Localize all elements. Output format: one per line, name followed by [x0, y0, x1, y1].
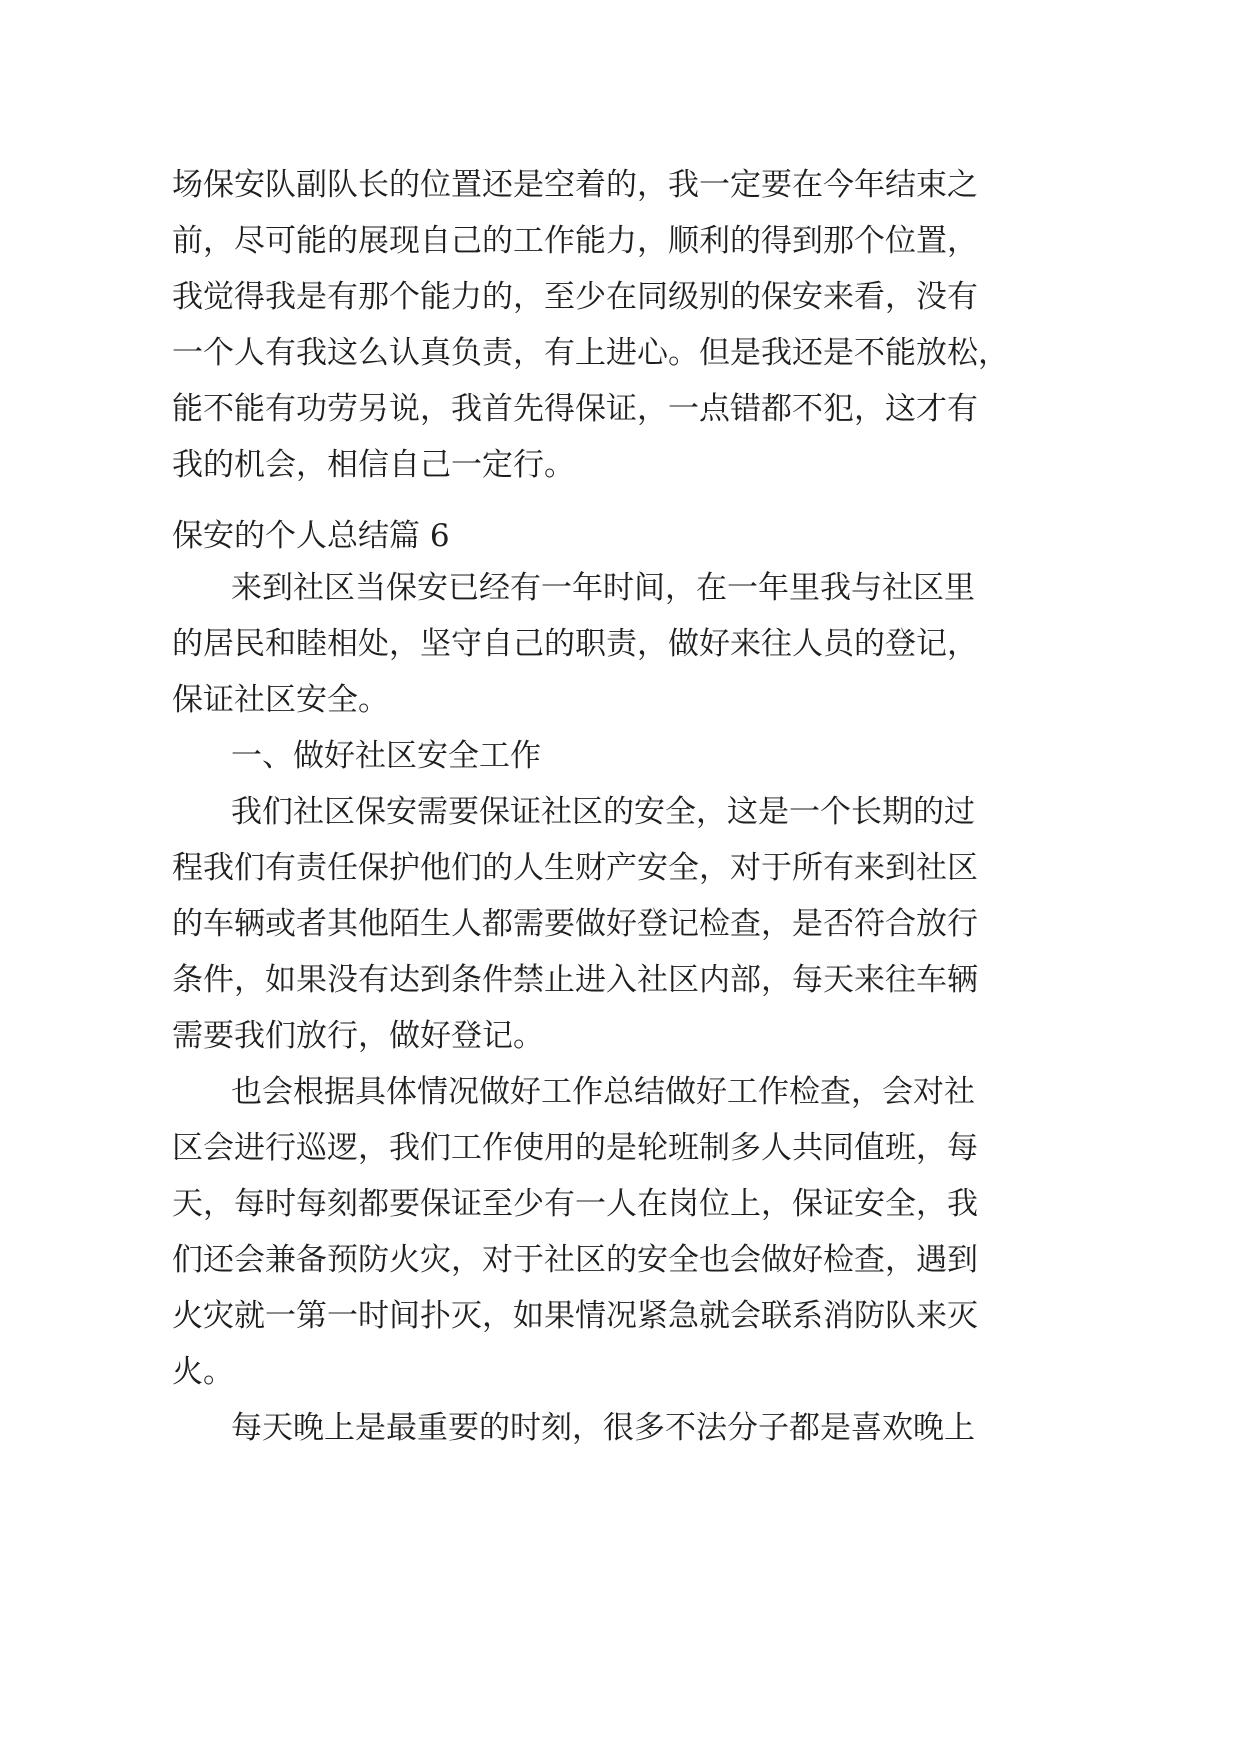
- text-line: 每天晚上是最重要的时刻，很多不法分子都是喜欢晚上: [231, 1410, 975, 1446]
- text-line: 我们社区保安需要保证社区的安全，这是一个长期的过: [231, 794, 975, 830]
- text-line: 需要我们放行，做好登记。: [172, 1018, 544, 1054]
- text-line: 我的机会，相信自己一定行。: [172, 447, 575, 483]
- section-title: 保安的个人总结篇 6: [172, 518, 450, 554]
- text-line: 条件，如果没有达到条件禁止进入社区内部，每天来往车辆: [172, 962, 978, 998]
- text-line: 保证社区安全。: [172, 682, 389, 718]
- text-line: 前，尽可能的展现自己的工作能力，顺利的得到那个位置，: [172, 223, 978, 259]
- text-line: 一个人有我这么认真负责，有上进心。但是我还是不能放松，: [172, 335, 1009, 371]
- text-line: 们还会兼备预防火灾，对于社区的安全也会做好检查，遇到: [172, 1242, 978, 1278]
- text-line: 我觉得我是有那个能力的，至少在同级别的保安来看，没有: [172, 279, 978, 315]
- text-line: 的居民和睦相处，坚守自己的职责，做好来往人员的登记，: [172, 626, 978, 662]
- text-line: 天，每时每刻都要保证至少有一人在岗位上，保证安全，我: [172, 1186, 978, 1222]
- text-line: 区会进行巡逻，我们工作使用的是轮班制多人共同值班，每: [172, 1130, 978, 1166]
- text-line: 场保安队副队长的位置还是空着的，我一定要在今年结束之: [172, 167, 978, 203]
- text-line: 火。: [172, 1354, 234, 1390]
- subheading: 一、做好社区安全工作: [231, 738, 541, 774]
- text-line: 来到社区当保安已经有一年时间，在一年里我与社区里: [231, 570, 975, 606]
- text-line: 火灾就一第一时间扑灭，如果情况紧急就会联系消防队来灭: [172, 1298, 978, 1334]
- text-line: 也会根据具体情况做好工作总结做好工作检查，会对社: [231, 1074, 975, 1110]
- text-line: 的车辆或者其他陌生人都需要做好登记检查，是否符合放行: [172, 906, 978, 942]
- text-line: 程我们有责任保护他们的人生财产安全，对于所有来到社区: [172, 850, 978, 886]
- text-line: 能不能有功劳另说，我首先得保证，一点错都不犯，这才有: [172, 391, 978, 427]
